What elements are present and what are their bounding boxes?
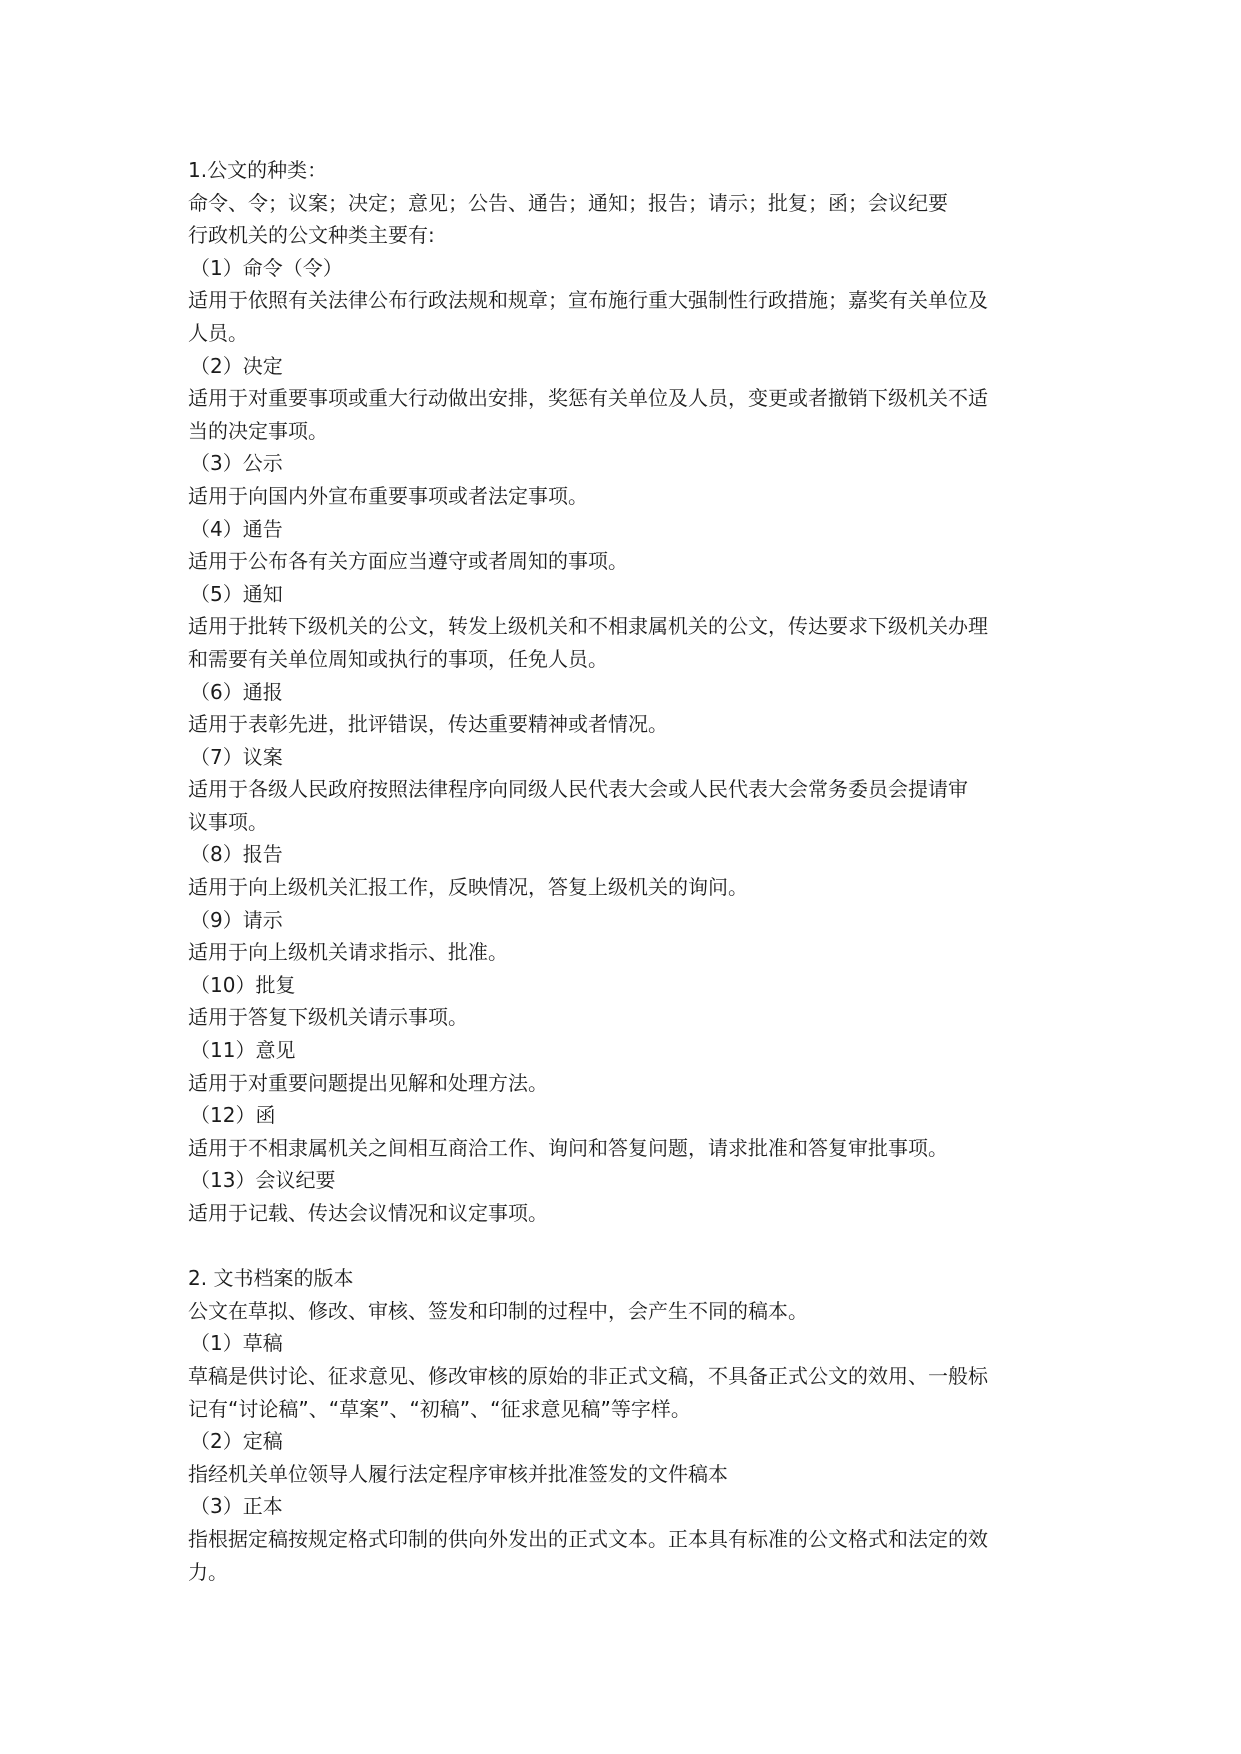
section1-item <box>188 252 1058 350</box>
item-desc-line: 适用于批转下级机关的公文，转发上级机关和不相隶属机关的公文，传达要求下级机关办理 <box>188 614 988 639</box>
item-title: （8）报告 <box>190 842 283 867</box>
section1-item <box>188 578 1058 676</box>
section2-item <box>188 1327 1058 1425</box>
item-title: （13）会议纪要 <box>190 1168 336 1193</box>
section1-item <box>188 838 1058 903</box>
section1-summary: 命令、令；议案；决定；意见；公告、通告；通知；报告；请示；批复；函；会议纪要 <box>188 190 948 215</box>
item-title: （3）公示 <box>190 451 283 476</box>
item-desc-line: 适用于不相隶属机关之间相互商洽工作、询问和答复问题，请求批准和答复审批事项。 <box>188 1135 948 1160</box>
section2-item <box>188 1425 1058 1490</box>
section2-heading: 2. 文书档案的版本 <box>188 1266 354 1291</box>
item-title: （12）函 <box>190 1103 276 1128</box>
item-desc-line: 草稿是供讨论、征求意见、修改审核的原始的非正式文稿，不具备正式公文的效用、一般标 <box>188 1363 988 1388</box>
item-desc-line: 指经机关单位领导人履行法定程序审核并批准签发的文件稿本 <box>188 1461 728 1486</box>
item-desc-line: 适用于记载、传达会议情况和议定事项。 <box>188 1201 548 1225</box>
item-desc-line: 适用于向上级机关请求指示、批准。 <box>188 940 508 965</box>
item-title: （11）意见 <box>190 1038 296 1063</box>
item-desc-line: 适用于向上级机关汇报工作，反映情况，答复上级机关的询问。 <box>188 875 748 900</box>
item-desc-line: 当的决定事项。 <box>188 418 328 443</box>
item-title: （2）决定 <box>190 353 283 378</box>
item-title: （9）请示 <box>190 907 283 932</box>
item-desc-line: 力。 <box>188 1559 228 1584</box>
section1-heading: 1.公文的种类： <box>188 158 328 182</box>
item-title: （1）草稿 <box>190 1331 283 1356</box>
item-desc-line: 人员。 <box>188 320 248 345</box>
section1-item <box>188 904 1058 969</box>
item-desc-line: 适用于公布各有关方面应当遵守或者周知的事项。 <box>188 549 628 574</box>
blank-line <box>188 1230 1058 1263</box>
item-title: （6）通报 <box>190 679 283 704</box>
item-desc-line: 适用于答复下级机关请示事项。 <box>188 1005 468 1030</box>
item-title: （3）正本 <box>190 1494 283 1519</box>
section1-item <box>188 513 1058 578</box>
document-content <box>188 154 1058 1588</box>
item-title: （5）通知 <box>190 581 283 606</box>
item-desc-line: 适用于对重要事项或重大行动做出安排，奖惩有关单位及人员，变更或者撤销下级机关不适 <box>188 386 988 411</box>
section1-item <box>188 1164 1058 1229</box>
section2-intro: 公文在草拟、修改、审核、签发和印制的过程中，会产生不同的稿本。 <box>188 1298 808 1323</box>
item-title: （1）命令（令） <box>190 255 343 280</box>
section1-item <box>188 741 1058 839</box>
item-desc-line: 适用于对重要问题提出见解和处理方法。 <box>188 1070 548 1095</box>
section2-item <box>188 1490 1058 1588</box>
item-title: （4）通告 <box>190 516 283 541</box>
item-desc-line: 适用于各级人民政府按照法律程序向同级人民代表大会或人民代表大会常务委员会提请审 <box>188 777 968 802</box>
item-desc-line: 适用于表彰先进，批评错误，传达重要精神或者情况。 <box>188 712 668 737</box>
section1-intro: 行政机关的公文种类主要有: <box>188 223 435 248</box>
item-desc-line: 适用于向国内外宣布重要事项或者法定事项。 <box>188 483 588 508</box>
item-title: （10）批复 <box>190 972 296 997</box>
section1-item <box>188 350 1058 448</box>
section1-item <box>188 1034 1058 1099</box>
item-desc-line: 和需要有关单位周知或执行的事项，任免人员。 <box>188 646 608 671</box>
item-desc-line: 记有“讨论稿”、“草案”、“初稿”、“征求意见稿”等字样。 <box>188 1396 691 1421</box>
item-title: （7）议案 <box>190 744 283 769</box>
section1-item <box>188 676 1058 741</box>
item-desc-line: 适用于依照有关法律公布行政法规和规章；宣布施行重大强制性行政措施；嘉奖有关单位及 <box>188 288 988 313</box>
item-desc-line: 指根据定稿按规定格式印制的供向外发出的正式文本。正本具有标准的公文格式和法定的效 <box>188 1526 988 1551</box>
section1-item <box>188 447 1058 512</box>
section1-item <box>188 1099 1058 1164</box>
item-desc-line: 议事项。 <box>188 809 268 834</box>
section1-item <box>188 969 1058 1034</box>
item-title: （2）定稿 <box>190 1429 283 1454</box>
